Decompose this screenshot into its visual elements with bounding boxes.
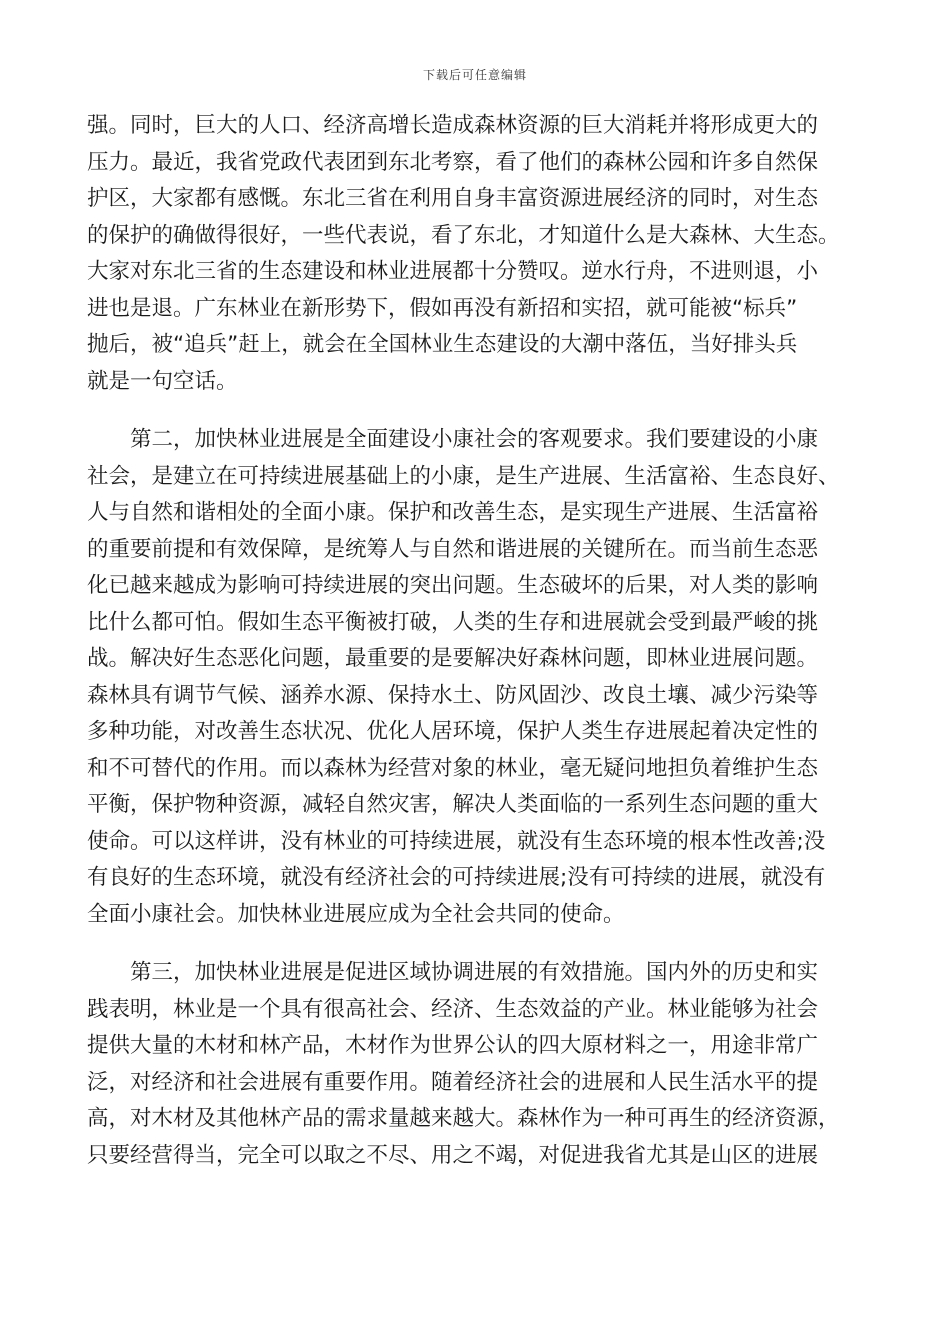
paragraph-1 bbox=[87, 108, 867, 400]
document-body bbox=[87, 108, 867, 1174]
text-line: 只要经营得当，完全可以取之不尽、用之不竭，对促进我省尤其是山区的进展 bbox=[87, 1142, 819, 1168]
text-line: 高，对木材及其他林产品的需求量越来越大。森林作为一种可再生的经济资源， bbox=[87, 1106, 840, 1131]
text-line: 人与自然和谐相处的全面小康。保护和改善生态，是实现生产进展、生活富裕 bbox=[87, 500, 819, 525]
text-line: 森林具有调节气候、涵养水源、保持水土、防风固沙、改良土壤、减少污染等 bbox=[87, 682, 819, 708]
text-line: 第三，加快林业进展是促进区域协调进展的有效措施。国内外的历史和实 bbox=[130, 960, 819, 985]
text-line: 比什么都可怕。假如生态平衡被打破，人类的生存和进展就会受到最严峻的挑 bbox=[87, 609, 819, 635]
text-line: 践表明，林业是一个具有很高社会、经济、生态效益的产业。林业能够为社会 bbox=[87, 996, 819, 1022]
text-line: 平衡，保护物种资源，减轻自然灾害，解决人类面临的一系列生态问题的重大 bbox=[87, 792, 819, 817]
text-line: 护区，大家都有感慨。东北三省在利用自身丰富资源进展经济的同时，对生态 bbox=[87, 186, 819, 211]
text-line: 强。同时，巨大的人口、经济高增长造成森林资源的巨大消耗并将形成更大的 bbox=[87, 113, 819, 138]
paragraph-3 bbox=[87, 955, 867, 1174]
text-line: 多种功能，对改善生态状况、优化人居环境，保护人类生存进展起着决定性的 bbox=[87, 719, 819, 744]
paragraph-spacer bbox=[87, 400, 867, 422]
text-line: 和不可替代的作用。而以森林为经营对象的林业，毫无疑问地担负着维护生态 bbox=[87, 755, 819, 781]
text-line: 的保护的确做得很好，一些代表说，看了东北，才知道什么是大森林、大生态。 bbox=[87, 222, 840, 248]
text-line: 化已越来越成为影响可持续进展的突出问题。生态破坏的后果，对人类的影响 bbox=[87, 573, 819, 598]
text-line: 进也是退。广东林业在新形势下，假如再没有新招和实招，就可能被“标兵” bbox=[87, 295, 798, 321]
text-line: 压力。最近，我省党政代表团到东北考察，看了他们的森林公园和许多自然保 bbox=[87, 149, 819, 175]
text-line: 第二，加快林业进展是全面建设小康社会的客观要求。我们要建设的小康 bbox=[130, 427, 819, 452]
text-line: 社会，是建立在可持续进展基础上的小康，是生产进展、生活富裕、生态良好、 bbox=[87, 463, 840, 489]
text-line: 就是一句空话。 bbox=[87, 368, 238, 394]
text-line: 大家对东北三省的生态建设和林业进展都十分赞叹。逆水行舟，不进则退，小 bbox=[87, 259, 819, 284]
paragraph-spacer bbox=[87, 933, 867, 955]
text-line: 抛后，被“追兵”赶上，就会在全国林业生态建设的大潮中落伍，当好排头兵 bbox=[87, 332, 798, 357]
paragraph-2 bbox=[87, 422, 867, 933]
text-line: 提供大量的木材和林产品，木材作为世界公认的四大原材料之一，用途非常广 bbox=[87, 1033, 819, 1058]
text-line: 有良好的生态环境，就没有经济社会的可持续进展;没有可持续的进展，就没有 bbox=[87, 865, 826, 890]
text-line: 战。解决好生态恶化问题，最重要的是要解决好森林问题，即林业进展问题。 bbox=[87, 646, 819, 671]
text-line: 的重要前提和有效保障，是统筹人与自然和谐进展的关键所在。而当前生态恶 bbox=[87, 536, 819, 562]
text-line: 全面小康社会。加快林业进展应成为全社会共同的使命。 bbox=[87, 901, 625, 927]
text-line: 泛，对经济和社会进展有重要作用。随着经济社会的进展和人民生活水平的提 bbox=[87, 1069, 819, 1095]
text-line: 使命。可以这样讲，没有林业的可持续进展，就没有生态环境的根本性改善;没 bbox=[87, 828, 826, 854]
download-note: 下载后可任意编辑 bbox=[422, 68, 527, 82]
